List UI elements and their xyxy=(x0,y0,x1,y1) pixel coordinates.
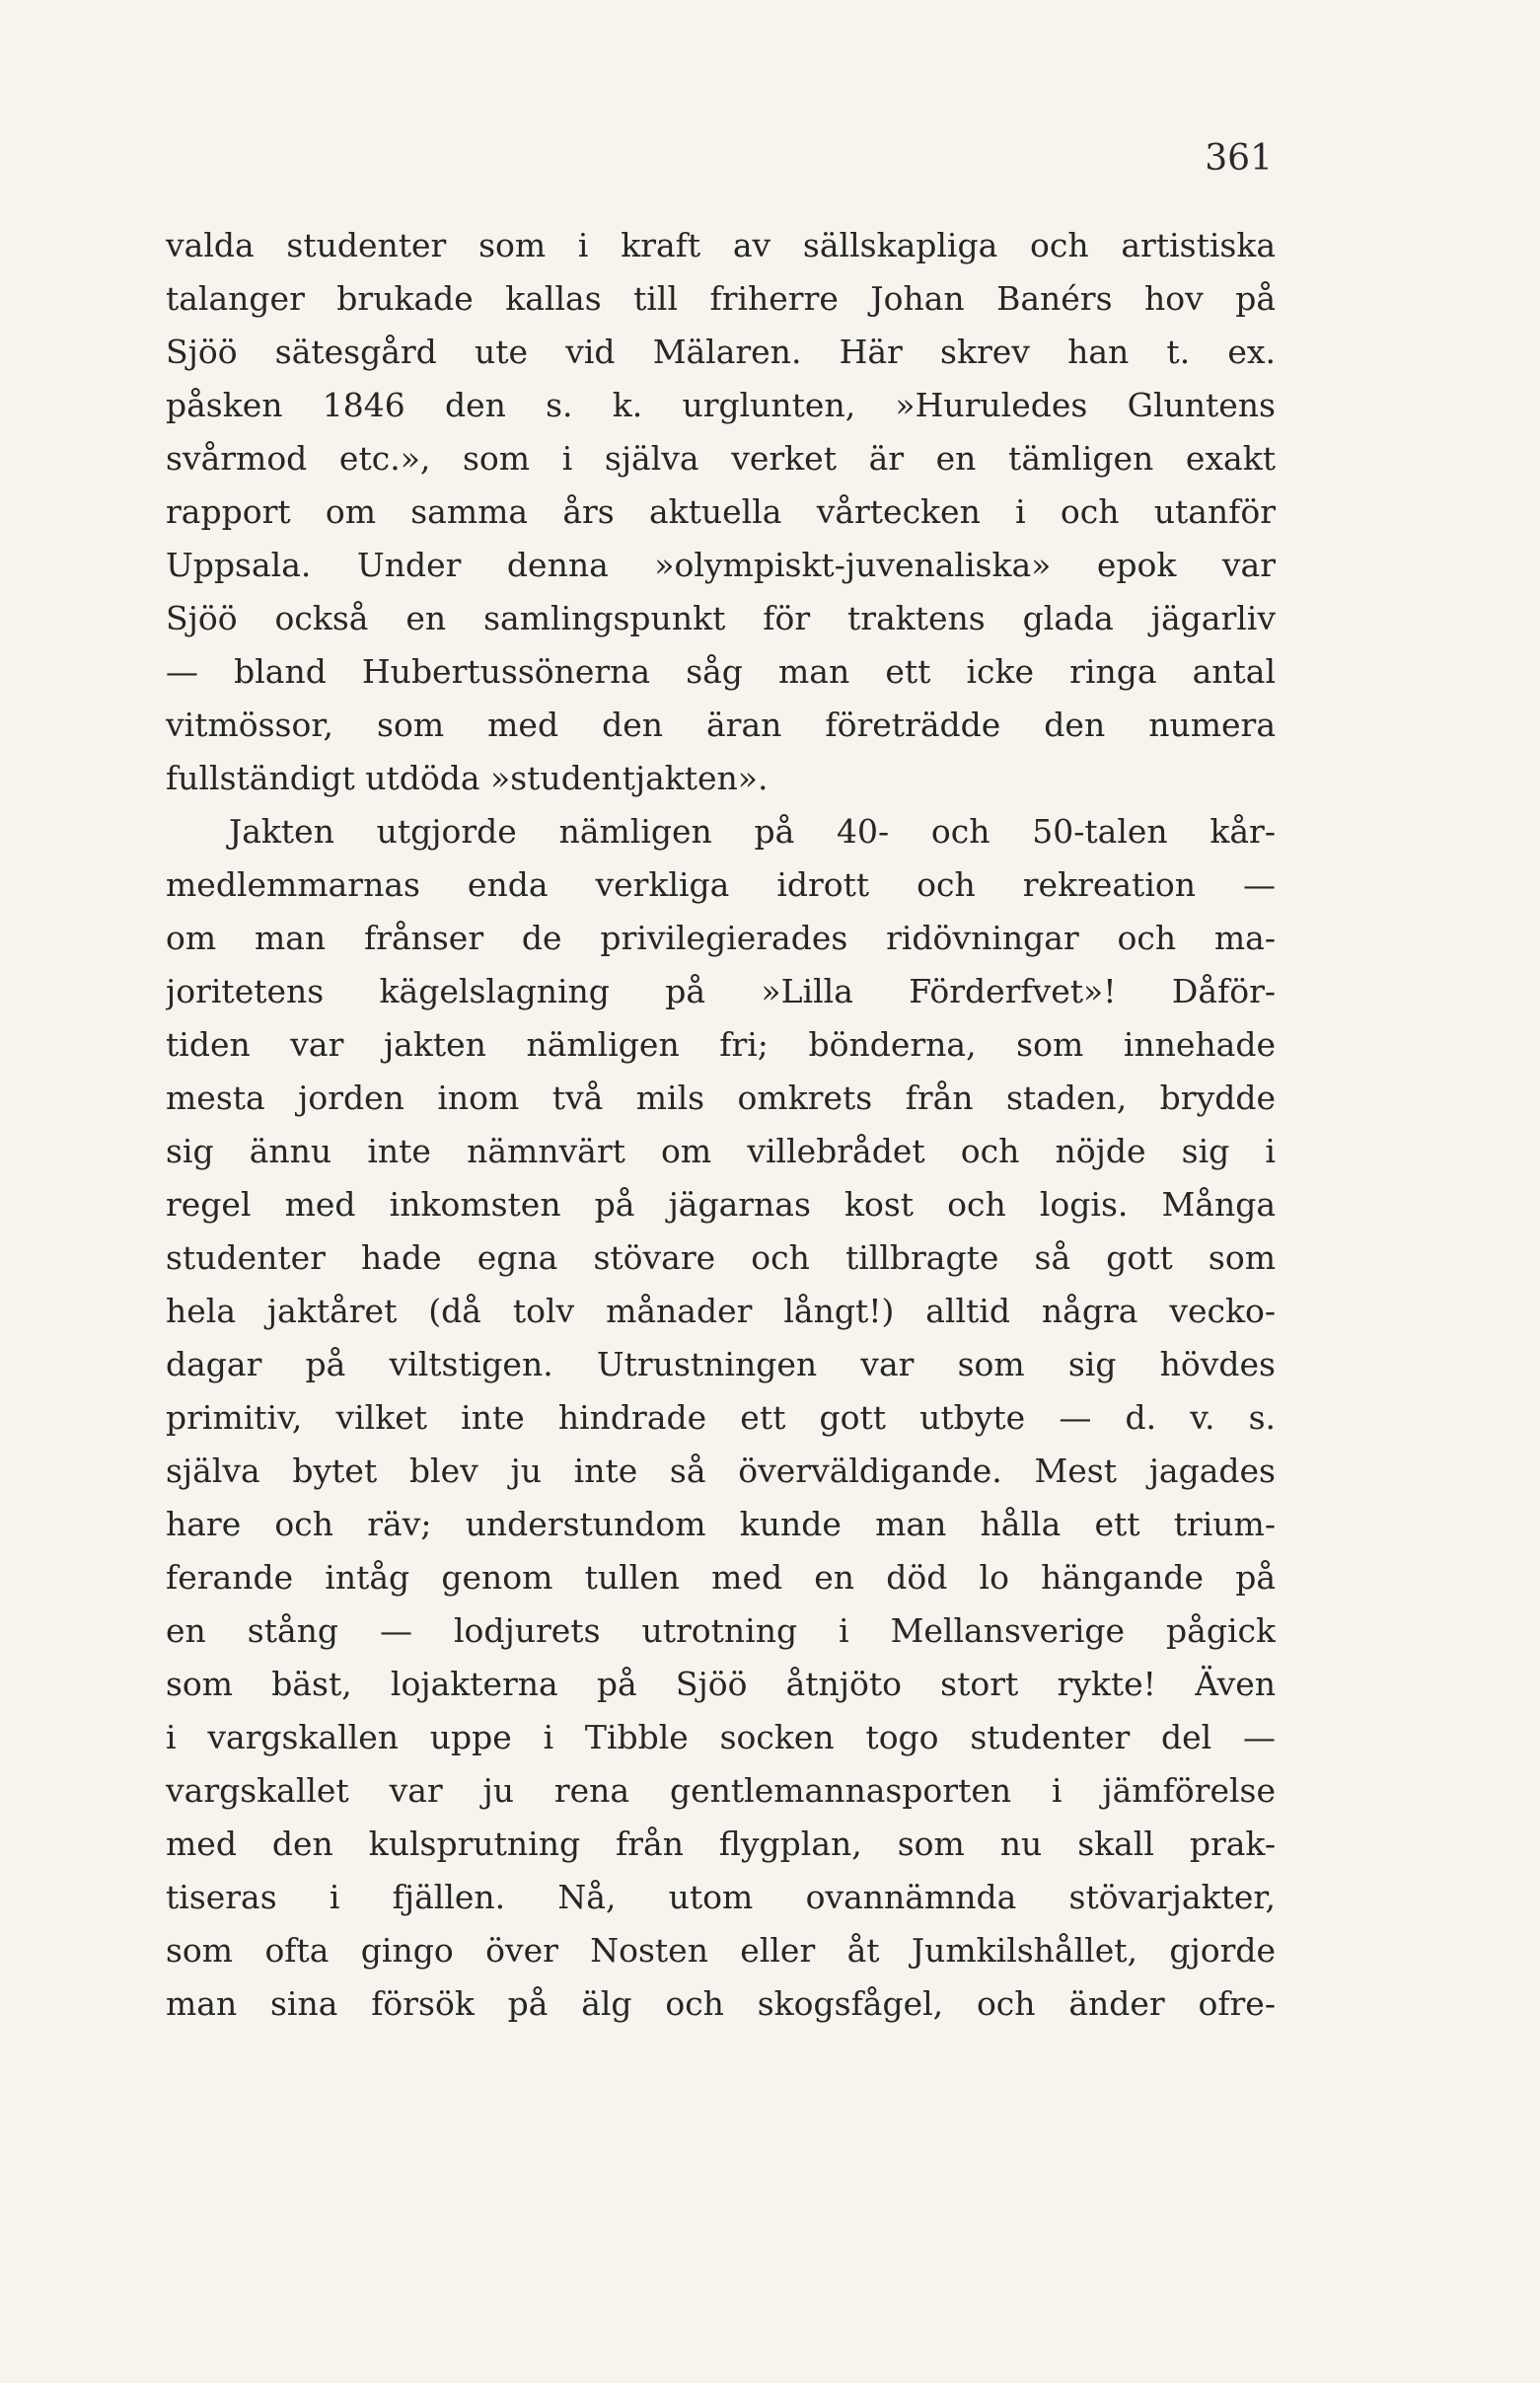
text-line: vitmössor, som med den äran företrädde den numera xyxy=(166,706,1276,744)
text-line: vargskallet var ju rena gentlemannasporten i jämförelse xyxy=(166,1771,1276,1810)
text-line: man sina försök på älg och skogsfågel, och änder ofre- xyxy=(166,1984,1276,2023)
text-line: som ofta gingo över Nosten eller åt Jumkilshållet, gjorde xyxy=(166,1931,1276,1970)
text-line: medlemmarnas enda verkliga idrott och rekreation — xyxy=(166,865,1276,904)
text-line: — bland Hubertussönerna såg man ett icke ringa antal xyxy=(166,652,1276,691)
text-line: svårmod etc.», som i själva verket är en tämligen exakt xyxy=(166,439,1276,478)
text-line: med den kulsprutning från flygplan, som nu skall prak- xyxy=(166,1824,1276,1863)
text-line: ferande intåg genom tullen med en död lo hängande på xyxy=(166,1558,1276,1597)
text-line: hela jaktåret (då tolv månader långt!) alltid några vecko- xyxy=(166,1292,1276,1330)
text-line: Sjöö sätesgård ute vid Mälaren. Här skrev han t. ex. xyxy=(166,333,1276,371)
text-line: Sjöö också en samlingspunkt för traktens glada jägarliv xyxy=(166,599,1276,637)
text-line: regel med inkomsten på jägarnas kost och logis. Många xyxy=(166,1185,1276,1224)
text-line: valda studenter som i kraft av sällskapliga och artistiska xyxy=(166,226,1276,264)
text-line: hare och räv; understundom kunde man hålla ett trium- xyxy=(166,1505,1276,1543)
text-line: sig ännu inte nämnvärt om villebrådet och nöjde sig i xyxy=(166,1132,1276,1170)
text-line: dagar på viltstigen. Utrustningen var som sig hövdes xyxy=(166,1345,1276,1383)
text-line: en stång — lodjurets utrotning i Mellansverige pågick xyxy=(166,1611,1276,1650)
text-line: om man frånser de privilegierades ridövningar och ma- xyxy=(166,919,1276,957)
text-line: påsken 1846 den s. k. urglunten, »Huruledes Gluntens xyxy=(166,386,1276,424)
body-text xyxy=(166,219,1276,2031)
text-line: mesta jorden inom två mils omkrets från staden, brydde xyxy=(166,1079,1276,1117)
text-line: tiseras i fjällen. Nå, utom ovannämnda stövarjakter, xyxy=(166,1878,1276,1916)
text-line: Uppsala. Under denna »olympiskt-juvenaliska» epok var xyxy=(166,546,1276,584)
paragraph-end-line: fullständigt utdöda »studentjakten». xyxy=(166,759,769,797)
text-line: som bäst, lojakterna på Sjöö åtnjöto stort rykte! Även xyxy=(166,1665,1276,1703)
text-line: i vargskallen uppe i Tibble socken togo studenter del — xyxy=(166,1718,1276,1756)
text-line: primitiv, vilket inte hindrade ett gott utbyte — d. v. s. xyxy=(166,1398,1276,1437)
text-line: själva bytet blev ju inte så överväldigande. Mest jagades xyxy=(166,1452,1276,1490)
text-line: rapport om samma års aktuella vårtecken i och utanför xyxy=(166,492,1276,531)
text-line: talanger brukade kallas till friherre Johan Banérs hov på xyxy=(166,279,1276,318)
paragraph-start-line: Jakten utgjorde nämligen på 40- och 50-talen kår- xyxy=(229,812,1276,851)
text-line: tiden var jakten nämligen fri; bönderna, som innehade xyxy=(166,1025,1276,1064)
text-line: studenter hade egna stövare och tillbragte så gott som xyxy=(166,1238,1276,1277)
page-number: 361 xyxy=(1205,138,1273,179)
text-line: joritetens kägelslagning på »Lilla Förderfvet»! Dåför- xyxy=(166,972,1276,1010)
